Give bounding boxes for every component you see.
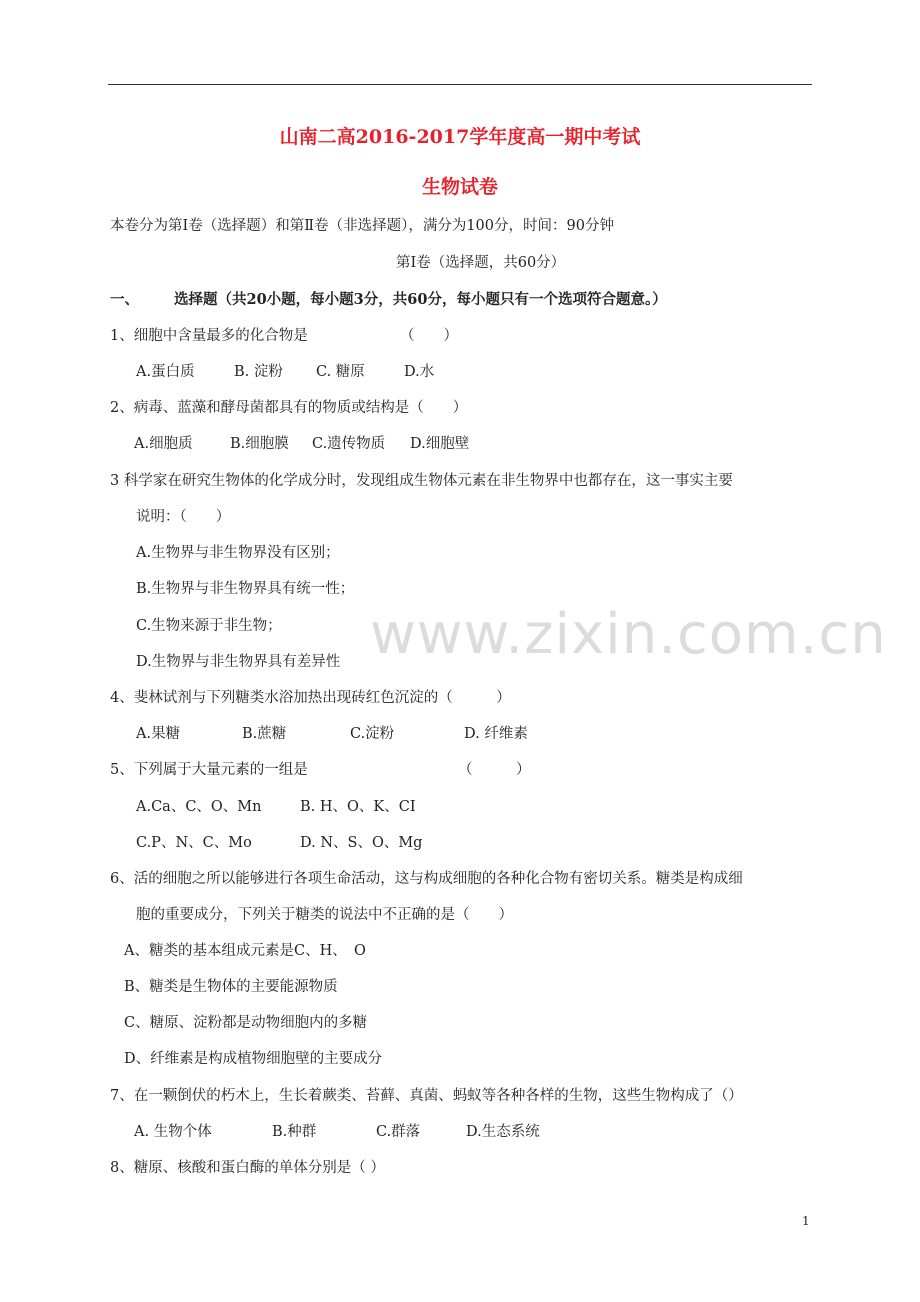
question-7-option-c: C.群落	[376, 1124, 421, 1140]
question-4-option-d: D. 纤维素	[464, 726, 528, 742]
section-number: 一、	[110, 291, 139, 308]
question-1-option-d: D.水	[404, 364, 435, 380]
question-2-stem: 2、病毒、蓝藻和酵母菌都具有的物质或结构是（ ）	[110, 400, 468, 416]
question-5-option-b: B. H、O、K、CI	[300, 799, 416, 815]
watermark: www.zixin.com.cn	[370, 602, 887, 667]
question-4-option-a: A.果糖	[136, 726, 181, 742]
question-3-option-a: A.生物界与非生物界没有区别；	[136, 545, 340, 561]
question-5-option-c: C.P、N、C、Mo	[136, 835, 252, 851]
question-2-option-c: C.遗传物质	[312, 436, 386, 452]
question-5-paren: （ ）	[458, 762, 531, 778]
question-6-stem-continued: 胞的重要成分，下列关于糖类的说法中不正确的是（ ）	[136, 907, 513, 923]
page-number: 1	[802, 1214, 810, 1228]
question-4-stem: 4、斐林试剂与下列糖类水浴加热出现砖红色沉淀的（ ）	[110, 690, 511, 706]
question-2-option-d: D.细胞壁	[410, 436, 470, 452]
question-4-option-b: B.蔗糖	[242, 726, 287, 742]
question-3-option-b: B.生物界与非生物界具有统一性；	[136, 581, 355, 597]
part1-heading: 第Ⅰ卷（选择题，共60分）	[396, 255, 566, 271]
exam-subtitle: 生物试卷	[421, 176, 498, 198]
question-6-option-a: A、糖类的基本组成元素是C、H、 O	[124, 943, 366, 959]
question-7-option-d: D.生态系统	[466, 1124, 540, 1140]
question-3-option-c: C.生物来源于非生物；	[136, 618, 282, 634]
question-1-option-c: C. 糖原	[316, 364, 365, 380]
question-6-option-c: C、糖原、淀粉都是动物细胞内的多糖	[124, 1015, 368, 1031]
question-3-option-d: D.生物界与非生物界具有差异性	[136, 654, 341, 670]
intro-text: 本卷分为第Ⅰ卷（选择题）和第Ⅱ卷（非选择题），满分为100分，时间：90分钟	[110, 218, 614, 234]
question-1-stem: 1、细胞中含量最多的化合物是	[110, 328, 308, 344]
question-6-stem: 6、活的细胞之所以能够进行各项生命活动，这与构成细胞的各种化合物有密切关系。糖类是构成细	[110, 871, 743, 887]
question-7-option-a: A. 生物个体	[134, 1124, 212, 1140]
question-6-option-d: D、纤维素是构成植物细胞壁的主要成分	[124, 1051, 383, 1067]
question-7-stem: 7、在一颗倒伏的朽木上，生长着蕨类、苔藓、真菌、蚂蚁等各种各样的生物，这些生物构成了（）	[110, 1088, 743, 1104]
question-6-option-b: B、糖类是生物体的主要能源物质	[124, 979, 338, 995]
question-8-stem: 8、糖原、核酸和蛋白酶的单体分别是（ ）	[110, 1160, 385, 1176]
question-2-option-a: A.细胞质	[134, 436, 193, 452]
header-rule	[108, 84, 812, 85]
question-1-paren: （ ）	[400, 328, 458, 344]
question-2-option-b: B.细胞膜	[230, 436, 289, 452]
question-7-option-b: B.种群	[272, 1124, 317, 1140]
question-5-stem: 5、下列属于大量元素的一组是	[110, 762, 308, 778]
question-3-stem: 3 科学家在研究生物体的化学成分时，发现组成生物体元素在非生物界中也都存在，这一事实主要	[110, 473, 733, 489]
question-3-stem-continued: 说明：（ ）	[136, 509, 231, 525]
exam-title: 山南二高2016-2017学年度高一期中考试	[279, 126, 641, 148]
question-1-option-a: A.蛋白质	[136, 364, 195, 380]
question-4-option-c: C.淀粉	[350, 726, 395, 742]
question-1-option-b: B. 淀粉	[234, 364, 283, 380]
question-5-option-a: A.Ca、C、O、Mn	[136, 799, 262, 815]
question-5-option-d: D. N、S、O、Mg	[300, 835, 423, 851]
section-heading: 选择题（共20小题，每小题3分，共60分，每小题只有一个选项符合题意。）	[174, 291, 667, 308]
